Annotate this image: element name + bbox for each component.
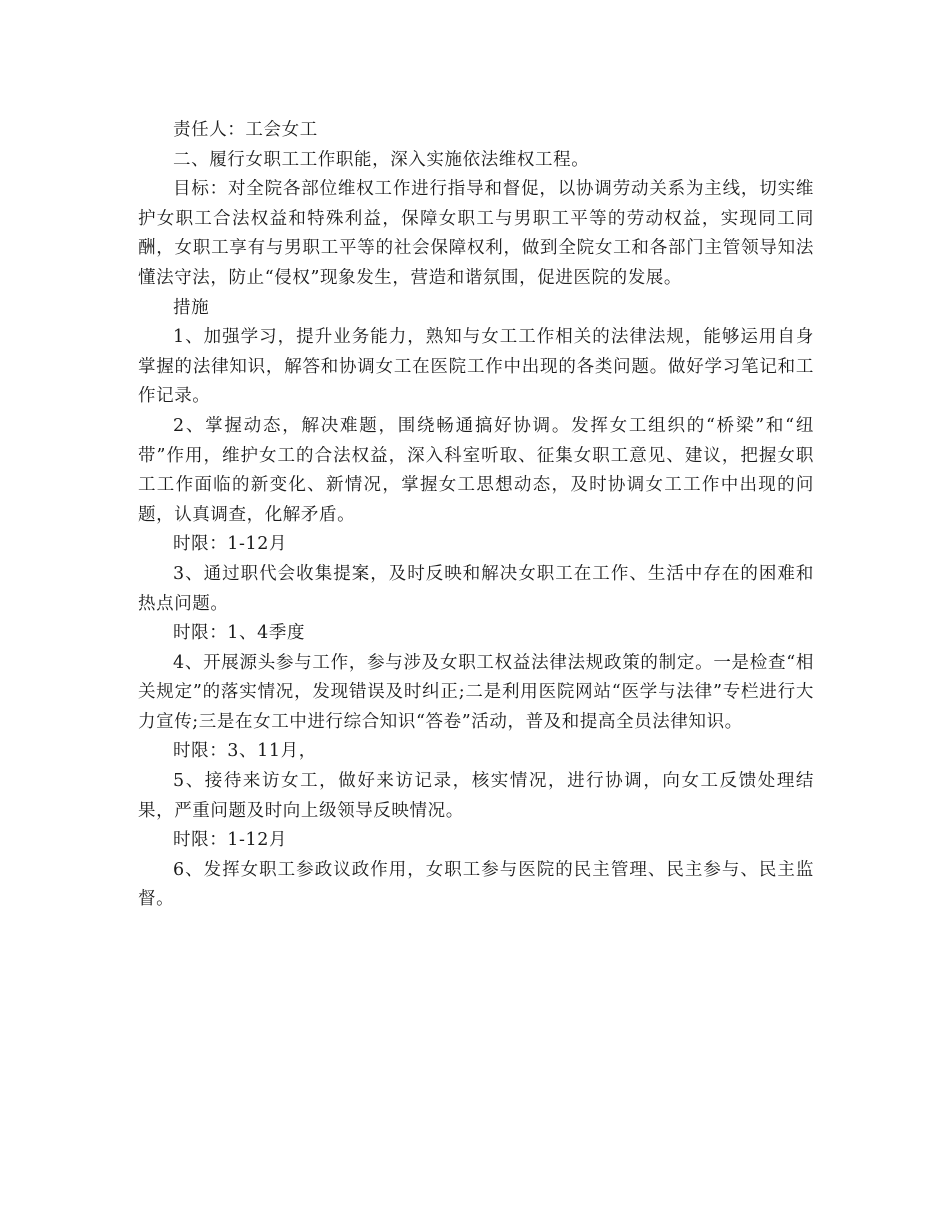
paragraph-deadline: 时限：1-12月 [173, 830, 288, 851]
paragraph-measure-6: 6、发挥女职工参政议政作用，女职工参与医院的民主管理、民主参与、民主监督。 [138, 859, 814, 910]
paragraph-deadline: 时限：1、4季度 [173, 623, 306, 644]
paragraph-responsible-person: 责任人：工会女工 [173, 120, 318, 140]
paragraph-goal: 目标：对全院各部位维权工作进行指导和督促，以协调劳动关系为主线，切实维护女职工合法权益和特殊利益，保障女职工与男职工平等的劳动权益，实现同工同酬，女职工享有与男职工平等的社会保障权利，做到全院女工和各部门主管领导知法懂法守法，防止“侵权”现象发生，营造和谐氛围，促进医院的发展。 [138, 179, 814, 288]
paragraph-measure-3: 3、通过职代会收集提案，及时反映和解决女职工在工作、生活中存在的困难和热点问题。 [138, 563, 814, 614]
paragraph-deadline: 时限：3、11月， [173, 741, 317, 762]
section-heading-2: 二、履行女职工工作职能，深入实施依法维权工程。 [173, 149, 590, 170]
paragraph-measure-2: 2、掌握动态，解决难题，围绕畅通搞好协调。发挥女工组织的“桥梁”和“纽带”作用，维护女工的合法权益，深入科室听取、征集女职工意见、建议，把握女职工工作面临的新变化、新情况，掌握女工思想动态，及时协调女工工作中出现的问题，认真调查，化解矛盾。 [138, 415, 814, 525]
paragraph-deadline: 时限：1-12月 [173, 534, 288, 555]
paragraph-measure-4: 4、开展源头参与工作，参与涉及女职工权益法律法规政策的制定。一是检查“相关规定”的落实情况，发现错误及时纠正;二是利用医院网站“医学与法律”专栏进行大力宣传;三是在女工中进行综合知识“答卷”活动，普及和提高全员法律知识。 [138, 652, 814, 732]
paragraph-measures-heading: 措施 [173, 297, 210, 318]
document-body [138, 116, 814, 915]
paragraph-measure-1: 1、加强学习，提升业务能力，熟知与女工工作相关的法律法规，能够运用自身掌握的法律知识，解答和协调女工在医院工作中出现的各类问题。做好学习笔记和工作记录。 [138, 327, 814, 407]
paragraph-measure-5: 5、接待来访女工，做好来访记录，核实情况，进行协调，向女工反馈处理结果，严重问题及时向上级领导反映情况。 [138, 771, 814, 821]
